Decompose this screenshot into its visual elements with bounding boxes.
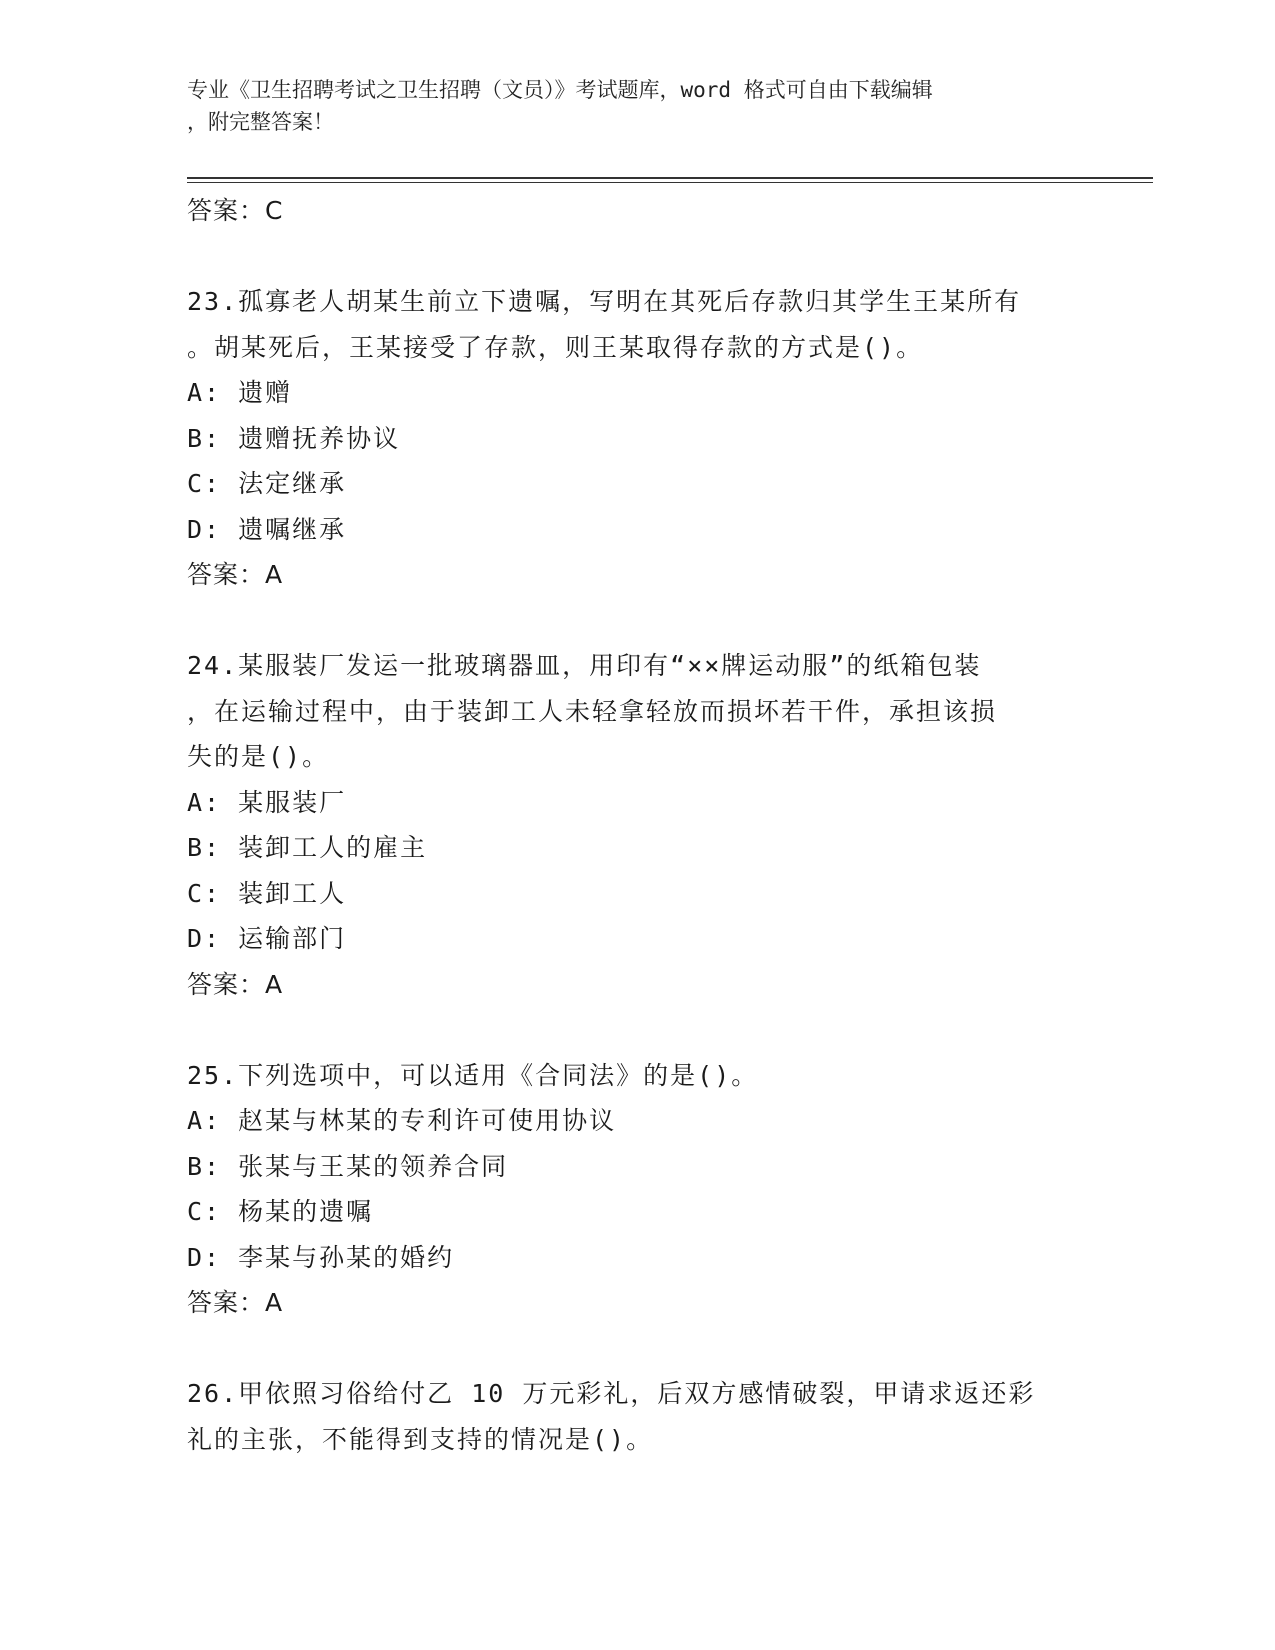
option-d: D: 运输部门 [187, 924, 347, 953]
document-header [187, 74, 1087, 138]
question-block [187, 1371, 1087, 1462]
question-list [187, 188, 1087, 1462]
header-line-2: ，附完整答案！ [187, 110, 334, 134]
option-d: D: 李某与孙某的婚约 [187, 1242, 455, 1272]
question-stem: 25.下列选项中，可以适用《合同法》的是()。 [187, 1060, 759, 1090]
question-stem: ，在运输过程中，由于装卸工人未轻拿轻放而损坏若干件，承担该损 [187, 696, 998, 726]
question-stem: 26.甲依照习俗给付乙 10 万元彩礼，后双方感情破裂，甲请求返还彩 [187, 1379, 1036, 1408]
answer-line: 答案：A [187, 1288, 284, 1317]
question-block [187, 1053, 1087, 1326]
spacer [187, 234, 1087, 280]
question-stem: 礼的主张，不能得到支持的情况是()。 [187, 1424, 654, 1454]
question-stem: 。胡某死后，王某接受了存款，则王某取得存款的方式是()。 [187, 332, 924, 362]
answer-line: 答案：A [187, 560, 284, 589]
header-divider-thin [187, 182, 1153, 183]
header-divider-thick [187, 177, 1153, 179]
option-c: C: 杨某的遗嘱 [187, 1197, 374, 1226]
question-stem: 23.孤寡老人胡某生前立下遗嘱，写明在其死后存款归其学生王某所有 [187, 287, 1022, 316]
option-a: A: 赵某与林某的专利许可使用协议 [187, 1106, 617, 1135]
question-stem: 24.某服装厂发运一批玻璃器皿，用印有“××牌运动服”的纸箱包装 [187, 651, 982, 680]
option-b: B: 遗赠抚养协议 [187, 423, 401, 453]
answer-line: 答案：C [187, 196, 284, 225]
option-a: A: 遗赠 [187, 378, 293, 407]
option-a: A: 某服装厂 [187, 787, 347, 817]
option-b: B: 装卸工人的雇主 [187, 833, 428, 862]
option-b: B: 张某与王某的领养合同 [187, 1151, 509, 1181]
spacer [187, 1007, 1087, 1053]
question-block [187, 643, 1087, 1007]
option-c: C: 法定继承 [187, 469, 347, 498]
question-block [187, 279, 1087, 598]
header-line-1: 专业《卫生招聘考试之卫生招聘（文员）》考试题库，word 格式可自由下载编辑 [187, 78, 933, 102]
question-stem: 失的是()。 [187, 742, 330, 771]
spacer [187, 1326, 1087, 1372]
option-c: C: 装卸工人 [187, 878, 347, 908]
spacer [187, 598, 1087, 644]
answer-line: 答案：A [187, 969, 284, 999]
option-d: D: 遗嘱继承 [187, 514, 347, 544]
